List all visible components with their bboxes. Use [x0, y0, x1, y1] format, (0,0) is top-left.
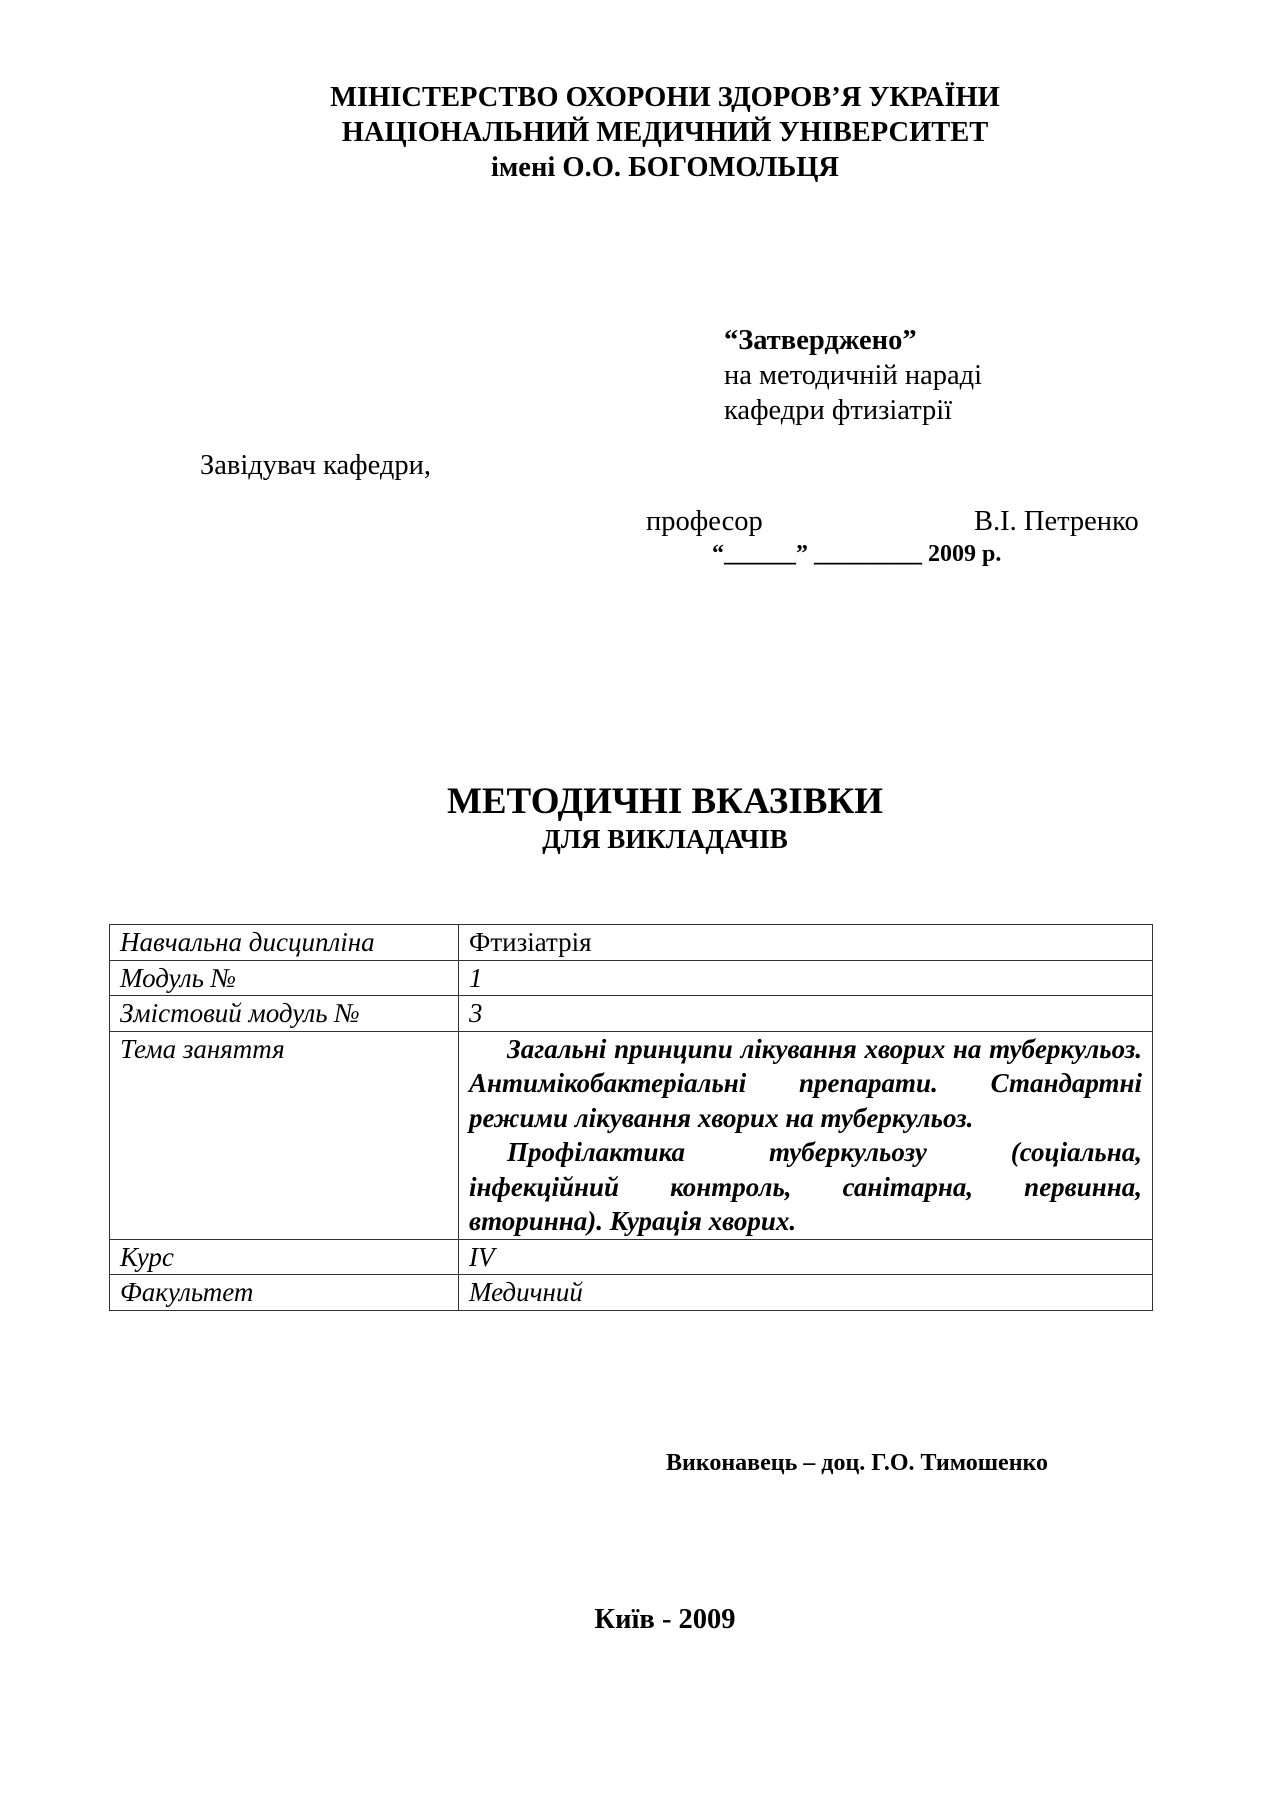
signature-date-line: “______” _________ 2009 р.: [712, 541, 1002, 567]
table-row: [110, 1031, 1153, 1239]
table-row: [110, 1275, 1153, 1311]
faculty-label: Факультет: [110, 1275, 459, 1311]
topic-paragraph-2: Профілактика туберкульозу (соціальна, інфекційний контроль, санітарна, первинна, вторинна). Курація хворих.: [469, 1137, 1142, 1236]
table-row: [110, 925, 1153, 961]
course-label: Курс: [110, 1239, 459, 1275]
university-name: НАЦІОНАЛЬНИЙ МЕДИЧНИЙ УНІВЕРСИТЕТ: [341, 117, 989, 148]
info-table: [109, 924, 1153, 1311]
approval-title: “Затверджено”: [724, 325, 917, 356]
approval-line-2: кафедри фтизіатрії: [724, 395, 953, 426]
topic-paragraph-1: Загальні принципи лікування хворих на туберкульоз. Антимікобактеріальні препарати. Стандартні режими лікування хворих на туберкульоз.: [469, 1033, 1142, 1133]
university-named-after: імені О.О. БОГОМОЛЬЦЯ: [490, 152, 840, 183]
head-of-department: Завідувач кафедри,: [200, 450, 432, 481]
table-row: [110, 960, 1153, 996]
document-subtitle: ДЛЯ ВИКЛАДАЧІВ: [542, 824, 788, 854]
table-row: [110, 1239, 1153, 1275]
content-module-label: Змістовий модуль №: [110, 996, 459, 1032]
topic-value: [459, 1031, 1153, 1239]
faculty-value: Медичний: [459, 1275, 1153, 1311]
discipline-label: Навчальна дисципліна: [110, 925, 459, 961]
approval-block: [724, 323, 982, 428]
discipline-value: Фтизіатрія: [459, 925, 1153, 961]
document-header: [0, 80, 1280, 185]
city-year: Київ - 2009: [594, 1604, 736, 1635]
module-value: 1: [459, 960, 1153, 996]
course-value: IV: [459, 1239, 1153, 1275]
table-row: [110, 996, 1153, 1032]
professor-name: В.І. Петренко: [974, 506, 1139, 537]
ministry-name: МІНІСТЕРСТВО ОХОРОНИ ЗДОРОВ’Я УКРАЇНИ: [330, 82, 1000, 113]
topic-label: Тема заняття: [110, 1031, 459, 1239]
module-label: Модуль №: [110, 960, 459, 996]
executor: Виконавець – доц. Г.О. Тимошенко: [666, 1450, 1049, 1476]
approval-line-1: на методичній нараді: [724, 360, 983, 391]
content-module-value: 3: [459, 996, 1153, 1032]
document-title: МЕТОДИЧНІ ВКАЗІВКИ: [446, 781, 884, 822]
professor-label: професор: [646, 506, 763, 537]
